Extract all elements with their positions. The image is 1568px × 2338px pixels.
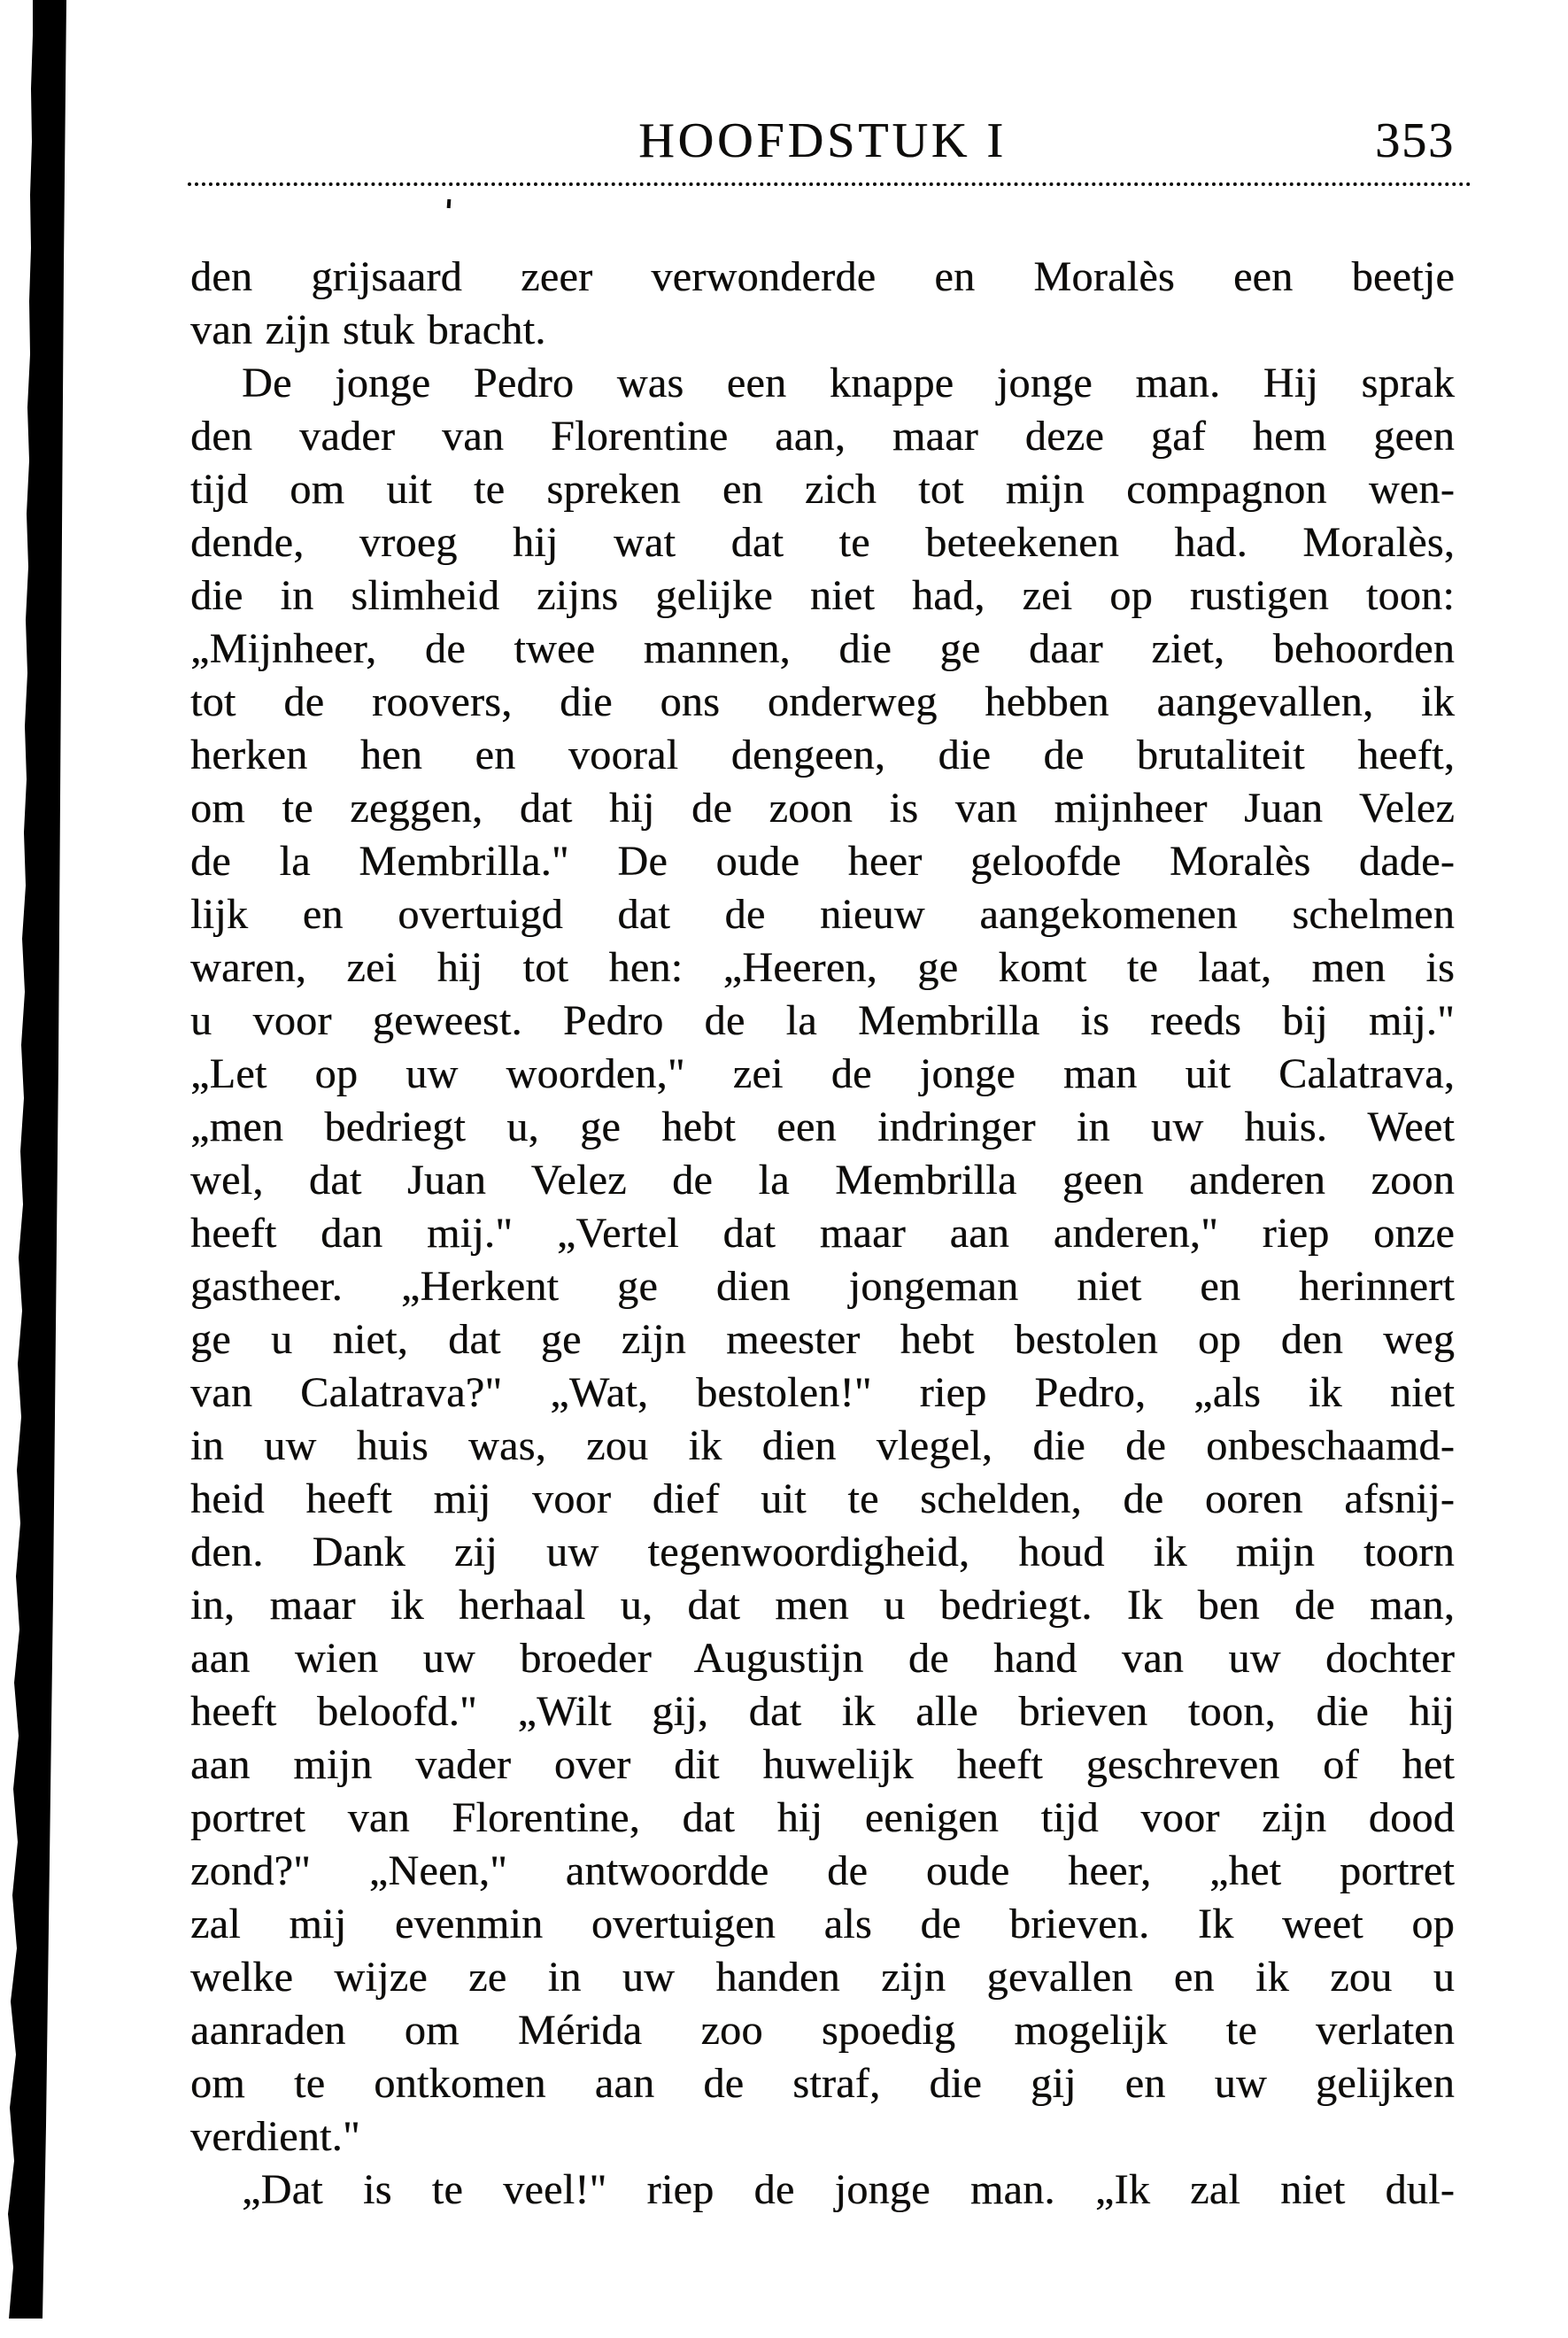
text-line: heid heeft mij voor dief uit te schelden, de ooren afsnij- — [190, 1475, 1455, 1522]
body-text — [190, 251, 1455, 2217]
dotted-rule — [188, 182, 1471, 186]
text-line: portret van Florentine, dat hij eenigen tijd voor zijn dood — [190, 1794, 1455, 1841]
text-line: verdient." — [190, 2113, 360, 2160]
text-line: aan mijn vader over dit huwelijk heeft geschreven of het — [190, 1741, 1455, 1788]
text-line: in uw huis was, zou ik dien vlegel, die de onbeschaamd- — [190, 1422, 1455, 1469]
text-line: van Calatrava?" „Wat, bestolen!" riep Pedro, „als ik niet — [190, 1369, 1455, 1416]
text-line: van zijn stuk bracht. — [190, 306, 546, 353]
text-line: den. Dank zij uw tegenwoordigheid, houd ik mijn toorn — [190, 1529, 1455, 1575]
text-line: tijd om uit te spreken en zich tot mijn compagnon wen- — [190, 466, 1455, 513]
text-line: ge u niet, dat ge zijn meester hebt bestolen op den weg — [190, 1316, 1455, 1363]
ink-speck — [447, 199, 452, 208]
text-line: tot de roovers, die ons onderweg hebben aangevallen, ik — [190, 678, 1455, 725]
text-line: heeft dan mij." „Vertel dat maar aan anderen," riep onze — [190, 1210, 1455, 1257]
text-line: aanraden om Mérida zoo spoedig mogelijk te verlaten — [190, 2007, 1455, 2054]
text-line: die in slimheid zijns gelijke niet had, zei op rustigen toon: — [190, 572, 1455, 619]
text-line: „Mijnheer, de twee mannen, die ge daar ziet, behoorden — [190, 625, 1455, 672]
text-line: welke wijze ze in uw handen zijn gevallen en ik zou u — [190, 1954, 1455, 2001]
text-line: den vader van Florentine aan, maar deze gaf hem geen — [190, 413, 1455, 460]
text-line: gastheer. „Herkent ge dien jongeman niet en herinnert — [190, 1263, 1455, 1310]
text-line: lijk en overtuigd dat de nieuw aangekomenen schelmen — [190, 891, 1455, 938]
text-line: heeft beloofd." „Wilt gij, dat ik alle brieven toon, die hij — [190, 1688, 1455, 1735]
text-line: waren, zei hij tot hen: „Heeren, ge komt te laat, men is — [190, 944, 1455, 991]
text-line: „Let op uw woorden," zei de jonge man uit Calatrava, — [190, 1050, 1455, 1097]
text-line: wel, dat Juan Velez de la Membrilla geen anderen zoon — [190, 1157, 1455, 1204]
text-line: om te ontkomen aan de straf, die gij en uw gelijken — [190, 2060, 1455, 2107]
text-line: dende, vroeg hij wat dat te beteekenen had. Moralès, — [190, 519, 1455, 566]
text-line: om te zeggen, dat hij de zoon is van mijnheer Juan Velez — [190, 785, 1455, 832]
binding-shadow-bar — [0, 0, 80, 2338]
text-line: zal mij evenmin overtuigen als de brieven. Ik weet op — [190, 1901, 1455, 1947]
text-line: De jonge Pedro was een knappe jonge man. Hij sprak — [242, 360, 1455, 406]
text-line: zond?" „Neen," antwoordde de oude heer, „het portret — [190, 1847, 1455, 1894]
text-line: herken hen en vooral dengeen, die de brutaliteit heeft, — [190, 732, 1455, 778]
text-line: „Dat is te veel!" riep de jonge man. „Ik zal niet dul- — [242, 2166, 1455, 2213]
chapter-title: HOOFDSTUK I — [638, 113, 1007, 168]
text-line: „men bedriegt u, ge hebt een indringer in uw huis. Weet — [190, 1103, 1455, 1150]
text-line: de la Membrilla." De oude heer geloofde Moralès dade- — [190, 838, 1455, 885]
text-line: u voor geweest. Pedro de la Membrilla is reeds bij mij." — [190, 997, 1455, 1044]
text-line: in, maar ik herhaal u, dat men u bedriegt. Ik ben de man, — [190, 1582, 1455, 1629]
page-header — [190, 113, 1455, 168]
text-line: aan wien uw broeder Augustijn de hand van uw dochter — [190, 1635, 1455, 1682]
text-line: den grijsaard zeer verwonderde en Moralès een beetje — [190, 253, 1455, 300]
page-number: 353 — [1375, 113, 1455, 168]
